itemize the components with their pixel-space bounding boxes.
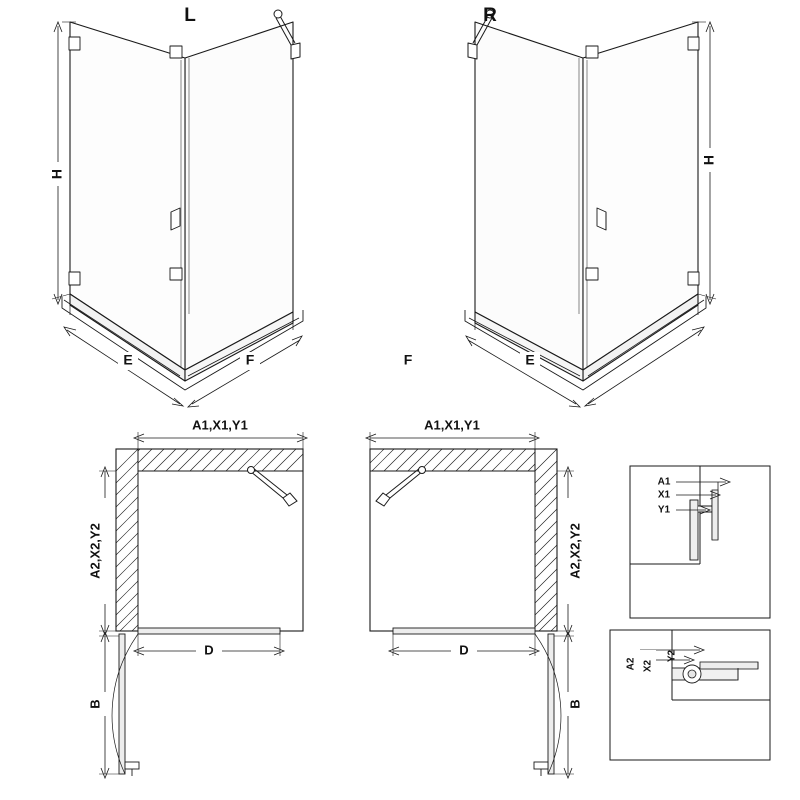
detail-bottom-label-a2: A2 [625, 657, 637, 671]
plan-right-group [370, 449, 561, 776]
iso-left-base-right-label: F [245, 351, 255, 368]
plan-left-side-dimension-label: A2,X2,Y2 [87, 523, 103, 579]
detail-bottom-label-y2: Y2 [666, 649, 678, 663]
iso-left-group [62, 10, 303, 390]
plan-left-door-dimension-label: D [204, 642, 214, 658]
iso-right-base-right-label: E [525, 351, 535, 368]
plan-right-door-dimension-label: D [459, 642, 469, 658]
iso-right-base-left-label: F [403, 351, 413, 368]
plan-right-swing-dimension-label: B [567, 699, 583, 709]
detail-top-label-x1: X1 [657, 489, 671, 501]
iso-left-height-label: H [48, 168, 65, 180]
detail-bottom-label-x2: X2 [642, 659, 654, 673]
iso-right-group [465, 10, 706, 390]
plan-right-top-dimension [366, 432, 539, 449]
plan-left-swing-dimension-label: B [87, 699, 103, 709]
detail-top-box [630, 466, 770, 618]
detail-top-label-y1: Y1 [657, 504, 671, 516]
iso-left-title: L [184, 5, 196, 27]
iso-left-base-left-label: E [123, 351, 133, 368]
plan-left-group [112, 449, 303, 776]
iso-right-height-label: H [700, 154, 717, 166]
plan-left-top-dimension [134, 432, 307, 449]
iso-right-title: R [483, 5, 497, 27]
detail-top-label-a1: A1 [657, 476, 671, 488]
plan-left-top-dimension-label: A1,X1,Y1 [192, 417, 248, 433]
plan-right-top-dimension-label: A1,X1,Y1 [424, 417, 480, 433]
plan-right-side-dimension-label: A2,X2,Y2 [567, 523, 583, 579]
